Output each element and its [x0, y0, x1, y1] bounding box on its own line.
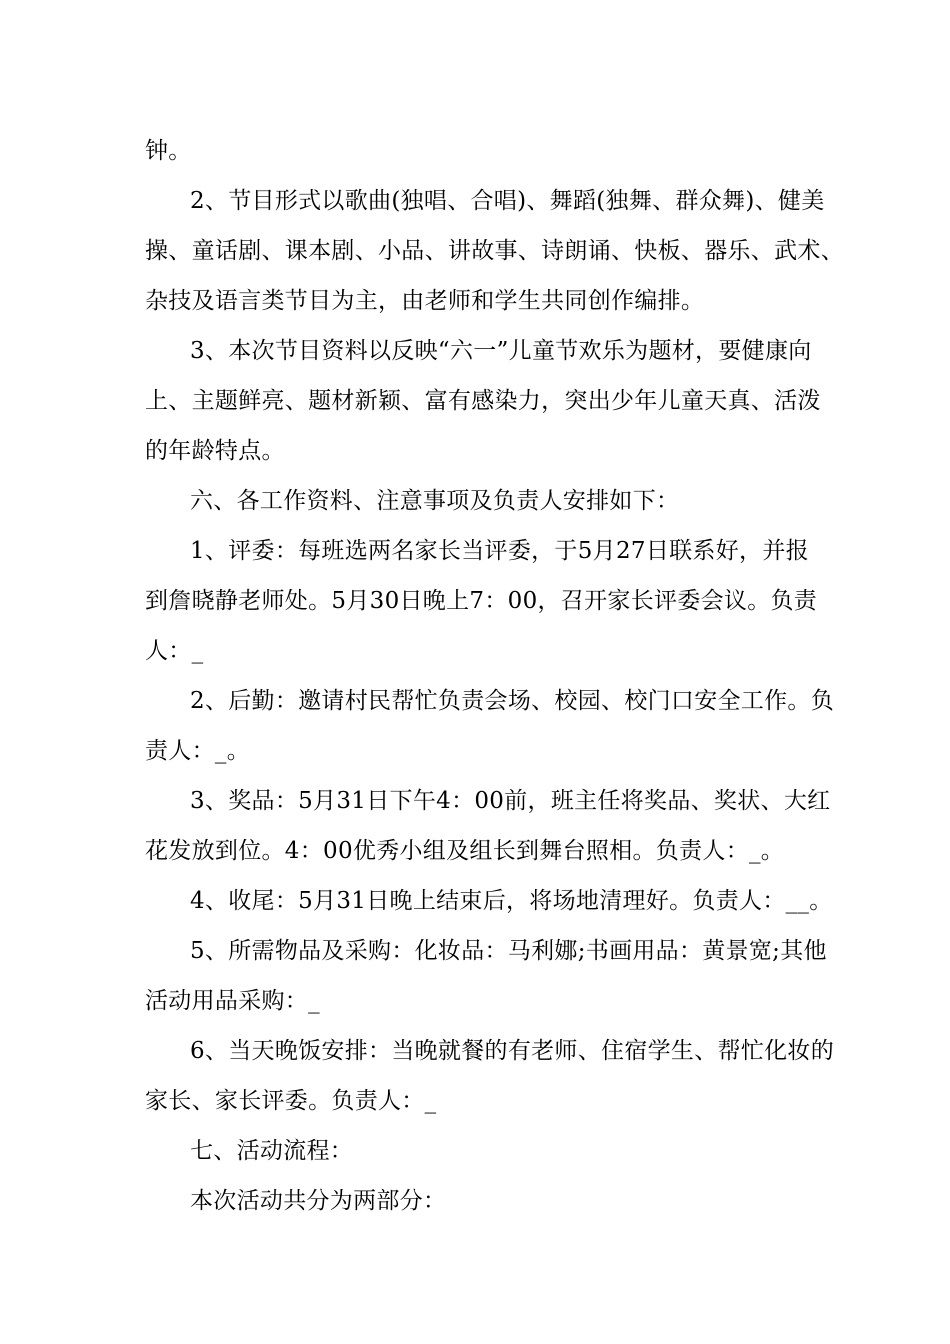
section-heading-7: 七、活动流程： [190, 1138, 354, 1164]
text-line-20: 家长、家长评委。负责人：_ [145, 1088, 437, 1114]
text-line-1: 钟。 [145, 138, 192, 164]
text-line-13: 责人：_。 [145, 738, 250, 764]
text-line-12: 2、后勤：邀请村民帮忙负责会场、校园、校门口安全工作。负 [190, 688, 835, 714]
text-line-6: 上、主题鲜亮、题材新颖、富有感染力，突出少年儿童天真、活泼 [145, 388, 821, 414]
text-line-11: 人：_ [145, 638, 204, 664]
text-line-7: 的年龄特点。 [145, 438, 285, 464]
text-line-18: 活动用品采购：_ [145, 988, 320, 1014]
text-line-4: 杂技及语言类节目为主，由老师和学生共同创作编排。 [145, 288, 705, 314]
text-line-2: 2、节目形式以歌曲(独唱、合唱)、舞蹈(独舞、群众舞)、健美 [190, 188, 825, 214]
section-heading-6: 六、各工作资料、注意事项及负责人安排如下： [190, 488, 680, 514]
text-line-3: 操、童话剧、课本剧、小品、讲故事、诗朗诵、快板、器乐、武术、 [145, 238, 844, 264]
text-line-14: 3、奖品：5月31日下午4：00前，班主任将奖品、奖状、大红 [190, 788, 831, 814]
text-line-9: 1、评委：每班选两名家长当评委，于5月27日联系好，并报 [190, 538, 809, 564]
text-line-5: 3、本次节目资料以反映“六一”儿童节欢乐为题材，要健康向 [190, 338, 812, 364]
text-line-22: 本次活动共分为两部分： [190, 1188, 447, 1214]
text-line-16: 4、收尾：5月31日晚上结束后，将场地清理好。负责人：__。 [190, 888, 833, 914]
text-line-17: 5、所需物品及采购：化妆品：马利娜;书画用品：黄景宽;其他 [190, 938, 827, 964]
text-line-19: 6、当天晚饭安排：当晚就餐的有老师、住宿学生、帮忙化妆的 [190, 1038, 835, 1064]
text-line-15: 花发放到位。4：00优秀小组及组长到舞台照相。负责人：_。 [145, 838, 785, 864]
text-line-10: 到詹晓静老师处。5月30日晚上7：00，召开家长评委会议。负责 [145, 588, 818, 614]
